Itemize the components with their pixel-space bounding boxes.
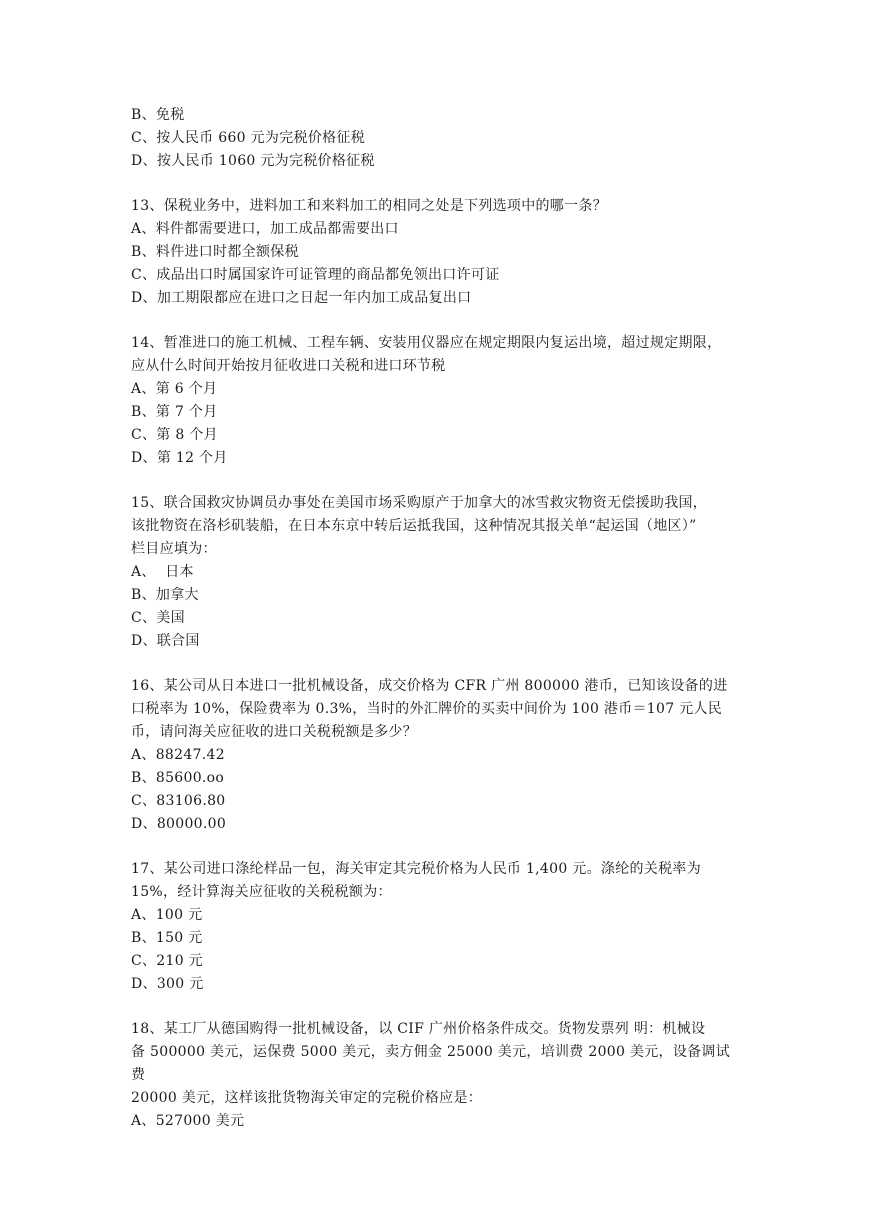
option-b: B、150 元 [131, 930, 203, 946]
option-a: A、第 6 个月 [131, 381, 218, 397]
question-text: 13、保税业务中，进料加工和来料加工的相同之处是下列选项中的哪一条？ [131, 198, 608, 214]
option-d: D、加工期限都应在进口之日起一年内加工成品复出口 [131, 290, 472, 306]
option-d: D、按人民币 1060 元为完税价格征税 [131, 153, 375, 169]
option-c: C、成品出口时属国家许可证管理的商品都免领出口许可证 [131, 267, 500, 283]
option-b: B、免税 [131, 107, 185, 123]
question-text: 15%，经计算海关应征收的关税税额为： [131, 884, 392, 900]
question-text: 口税率为 10%，保险费率为 0.3%，当时的外汇牌价的买卖中间价为 100 港币＝107 元人民 [131, 701, 723, 717]
question-text: 备 500000 美元，运保费 5000 美元，卖方佣金 25000 美元，培训费 2000 美元，设备调试费 [131, 1044, 731, 1083]
question-block-15 [131, 492, 741, 653]
question-text: 应从什么时间开始按月征收进口关税和进口环节税 [131, 358, 446, 374]
option-d: D、80000.00 [131, 816, 227, 832]
option-d: D、第 12 个月 [131, 450, 228, 466]
option-d: D、联合国 [131, 633, 200, 649]
question-block-12-continued [131, 104, 741, 173]
question-text: 14、暂准进口的施工机械、工程车辆、安装用仪器应在规定期限内复运出境，超过规定期限， [131, 335, 722, 351]
option-b: B、加拿大 [131, 587, 199, 603]
option-c: C、美国 [131, 610, 185, 626]
option-d: D、300 元 [131, 976, 204, 992]
question-block-14 [131, 332, 741, 470]
option-c: C、83106.80 [131, 793, 226, 809]
option-c: C、第 8 个月 [131, 427, 218, 443]
option-c: C、按人民币 660 元为完税价格征税 [131, 130, 366, 146]
option-b: B、第 7 个月 [131, 404, 218, 420]
option-b: B、料件进口时都全额保税 [131, 244, 299, 260]
question-text: 18、某工厂从德国购得一批机械设备，以 CIF 广州价格条件成交。货物发票列 明：机械设 [131, 1021, 706, 1037]
question-text: 15、联合国救灾协调员办事处在美国市场采购原产于加拿大的冰雪救灾物资无偿援助我国， [131, 495, 708, 511]
question-text: 栏目应填为： [131, 541, 217, 557]
question-block-17 [131, 858, 741, 996]
question-text: 该批物资在洛杉矶装船，在日本东京中转后运抵我国，这种情况其报关单“起运国（地区）” [131, 518, 697, 534]
option-c: C、210 元 [131, 953, 203, 969]
question-text: 16、某公司从日本进口一批机械设备，成交价格为 CFR 广州 800000 港币，已知该设备的进 [131, 678, 728, 694]
option-a: A、100 元 [131, 907, 203, 923]
option-a: A、527000 美元 [131, 1113, 245, 1129]
option-b: B、85600.oo [131, 770, 225, 786]
option-a: A、料件都需要进口，加工成品都需要出口 [131, 221, 399, 237]
question-block-18 [131, 1018, 741, 1133]
question-text: 17、某公司进口涤纶样品一包，海关审定其完税价格为人民币 1,400 元。涤纶的关税率为 [131, 861, 701, 877]
question-text: 20000 美元，这样该批货物海关审定的完税价格应是： [131, 1090, 483, 1106]
option-a: A、88247.42 [131, 747, 225, 763]
question-block-13 [131, 195, 741, 310]
option-a: A、 日本 [131, 564, 194, 580]
question-block-16 [131, 675, 741, 836]
document-page [131, 104, 741, 1155]
question-text: 币，请问海关应征收的进口关税税额是多少？ [131, 724, 417, 740]
